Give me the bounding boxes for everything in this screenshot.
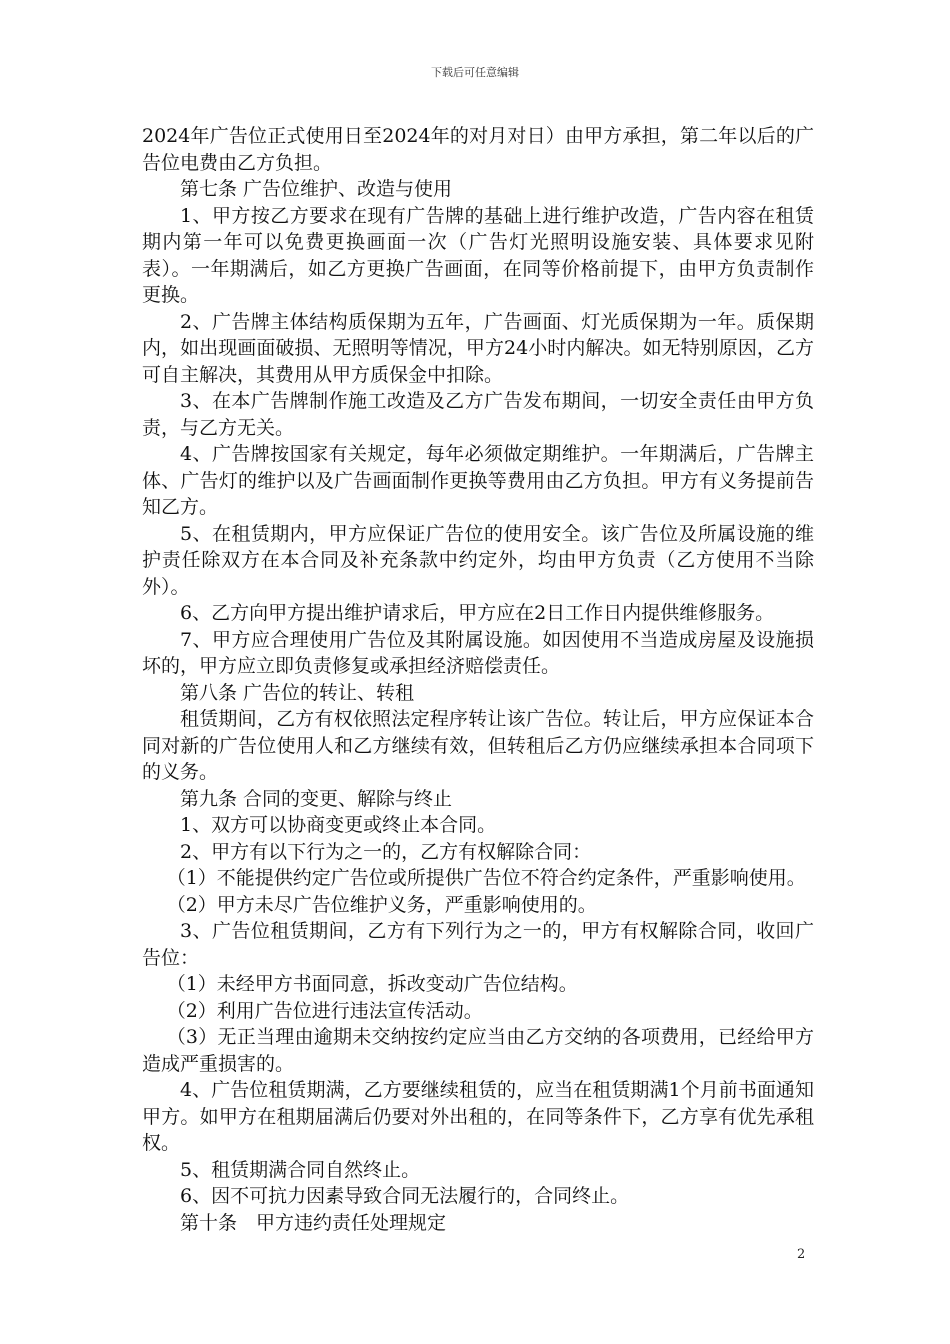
paragraph: （3）无正当理由逾期未交纳按约定应当由乙方交纳的各项费用，已经给甲方造成严重损害的。 [142,1026,814,1075]
paragraph: 5、在租赁期内，甲方应保证广告位的使用安全。该广告位及所属设施的维护责任除双方在本合同及补充条款中约定外，均由甲方负责（乙方使用不当除外）。 [142,522,814,598]
paragraph: 第十条 甲方违约责任处理规定 [180,1211,447,1234]
page-number: 2 [797,1247,806,1262]
document-body [142,123,814,1236]
paragraph: 4、广告位租赁期满，乙方要继续租赁的，应当在租赁期满1个月前书面通知甲方。如甲方在租期届满后仍要对外出租的，在同等条件下，乙方享有优先承租权。 [142,1079,814,1154]
paragraph: 6、因不可抗力因素导致合同无法履行的，合同终止。 [180,1185,630,1207]
paragraph: （2）利用广告位进行违法宣传活动。 [166,999,483,1022]
paragraph: （1）未经甲方书面同意，拆改变动广告位结构。 [166,973,578,995]
paragraph: 第八条 广告位的转让、转租 [180,681,415,704]
paragraph: 3、在本广告牌制作施工改造及乙方广告发布期间，一切安全责任由甲方负责，与乙方无关。 [142,390,814,439]
paragraph: 1、甲方按乙方要求在现有广告牌的基础上进行维护改造，广告内容在租赁期内第一年可以免费更换画面一次（广告灯光照明设施安装、具体要求见附表）。一年期满后，如乙方更换广告画面，在同等价格前提下，由甲方负责制作更换。 [142,204,814,306]
paragraph: 第七条 广告位维护、改造与使用 [180,178,453,200]
paragraph: 2、广告牌主体结构质保期为五年，广告画面、灯光质保期为一年。质保期内，如出现画面破损、无照明等情况，甲方24小时内解决。如无特别原因，乙方可自主解决，其费用从甲方质保金中扣除。 [142,310,814,386]
paragraph: （2）甲方未尽广告位维护义务，严重影响使用的。 [166,893,597,916]
paragraph: 6、乙方向甲方提出维护请求后，甲方应在2日工作日内提供维修服务。 [180,602,775,624]
paragraph: 3、广告位租赁期间，乙方有下列行为之一的，甲方有权解除合同，收回广告位： [142,920,814,969]
paragraph: （1）不能提供约定广告位或所提供广告位不符合约定条件，严重影响使用。 [166,867,806,889]
paragraph: 4、广告牌按国家有关规定，每年必须做定期维护。一年期满后，广告牌主体、广告灯的维护以及广告画面制作更换等费用由乙方负担。甲方有义务提前告知乙方。 [142,443,814,518]
paragraph: 第九条 合同的变更、解除与终止 [180,787,453,810]
paragraph: 租赁期间，乙方有权依照法定程序转让该广告位。转让后，甲方应保证本合同对新的广告位使用人和乙方继续有效，但转租后乙方仍应继续承担本合同项下的义务。 [142,708,814,783]
paragraph: 7、甲方应合理使用广告位及其附属设施。如因使用不当造成房屋及设施损坏的，甲方应立即负责修复或承担经济赔偿责任。 [142,628,814,677]
paragraph: 2024年广告位正式使用日至2024年的对月对日）由甲方承担，第二年以后的广告位电费由乙方负担。 [142,125,814,174]
page-header: 下载后可任意编辑 [431,66,519,79]
paragraph: 5、租赁期满合同自然终止。 [180,1158,421,1181]
paragraph: 2、甲方有以下行为之一的，乙方有权解除合同： [180,840,592,863]
paragraph: 1、双方可以协商变更或终止本合同。 [180,814,497,836]
